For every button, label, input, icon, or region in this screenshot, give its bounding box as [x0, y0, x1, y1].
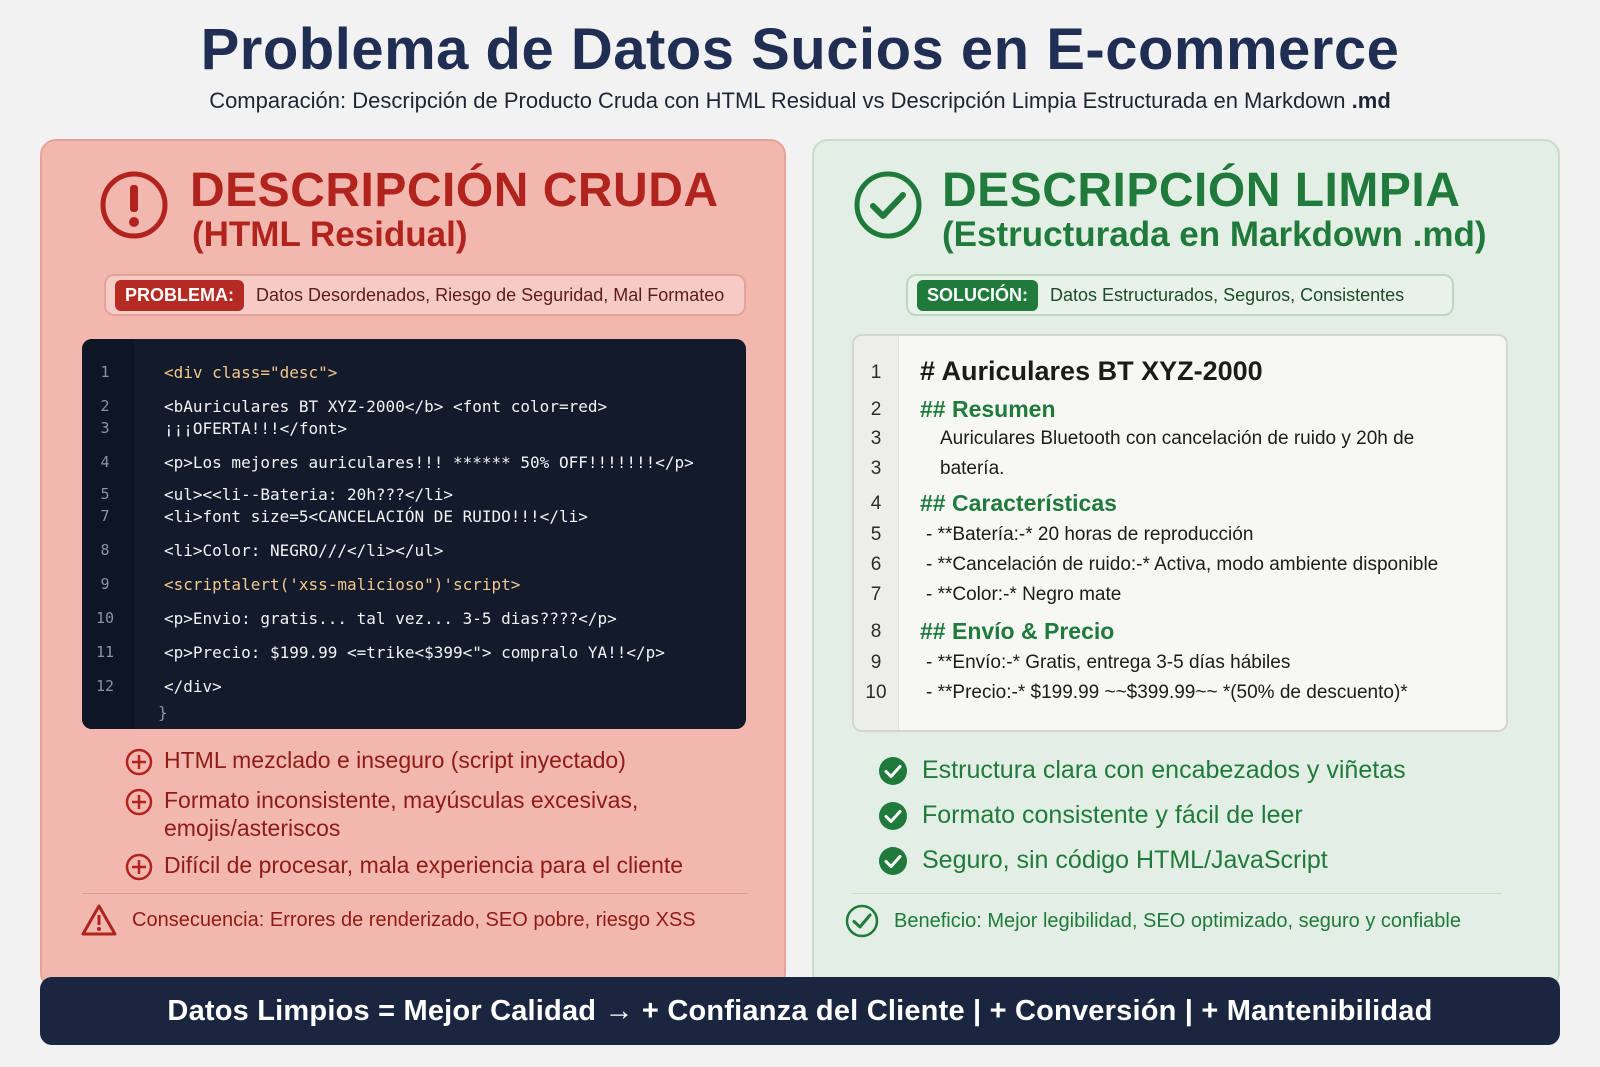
benefit-item — [878, 845, 1328, 876]
check-badge-icon — [878, 801, 908, 831]
line-number: 12 — [95, 677, 115, 695]
code-text: <ul><<li--Bateria: 20h???</li> — [164, 485, 453, 504]
code-text: <li>Color: NEGRO///</li></ul> — [164, 541, 444, 560]
line-number: 10 — [95, 609, 115, 627]
solution-tag-bar — [906, 274, 1454, 316]
code-line — [82, 541, 746, 565]
raw-html-code-block — [82, 339, 746, 729]
code-line — [82, 677, 746, 701]
line-number: 5 — [870, 524, 882, 545]
plus-circle-icon — [124, 747, 154, 777]
code-line — [82, 453, 746, 477]
check-circle-icon — [852, 169, 924, 241]
code-text: <scriptalert('xss-malicioso")'script> — [164, 575, 521, 594]
issue-item — [124, 746, 744, 777]
line-number: 11 — [95, 643, 115, 661]
markdown-text: Auriculares Bluetooth con cancelación de ruido y 20h de — [940, 428, 1415, 449]
code-text: ¡¡¡OFERTA!!!</font> — [164, 419, 348, 438]
code-text: <bAuriculares BT XYZ-2000</b> <font color=red> — [164, 397, 608, 416]
problem-badge: PROBLEMA: — [115, 280, 244, 311]
subtitle-text: Comparación: Descripción de Producto Cruda con HTML Residual vs Descripción Limpia Estructurada en Markdown — [209, 88, 1346, 113]
line-number: 1 — [870, 362, 882, 383]
page-title: Problema de Datos Sucios en E-commerce — [200, 17, 1400, 82]
right-divider — [852, 893, 1502, 894]
line-number: 6 — [870, 554, 882, 575]
benefit-note — [844, 903, 1461, 939]
line-number: 2 — [870, 399, 882, 420]
consequence-text: Consecuencia: Errores de renderizado, SEO pobre, riesgo XSS — [132, 908, 696, 931]
plus-circle-icon — [124, 852, 154, 882]
issue-item — [124, 851, 744, 882]
line-number: 4 — [100, 453, 110, 471]
line-number: 7 — [870, 584, 882, 605]
code-line — [82, 507, 746, 531]
code-line — [82, 419, 746, 443]
code-stray-char: } — [158, 703, 168, 722]
exclamation-circle-icon — [98, 169, 170, 241]
check-badge-icon — [878, 846, 908, 876]
line-number: 5 — [100, 485, 110, 503]
code-text: </div> — [164, 677, 222, 696]
code-text: <p>Precio: $199.99 <=trike<$399<"> compralo YA!!</p> — [164, 643, 665, 662]
line-number: 3 — [870, 428, 882, 449]
markdown-text: - **Color:-* Negro mate — [926, 584, 1122, 605]
code-text: <li>font size=5<CANCELACIÓN DE RUIDO!!!</li> — [164, 507, 588, 526]
solution-badge: SOLUCIÓN: — [917, 280, 1038, 311]
code-line — [82, 575, 746, 599]
page-subtitle — [0, 88, 1600, 114]
code-line — [82, 643, 746, 667]
clean-description-panel — [812, 139, 1560, 989]
code-text: <p>Los mejores auriculares!!! ****** 50% OFF!!!!!!!</p> — [164, 453, 694, 472]
code-line — [82, 397, 746, 421]
benefit-label: Formato consistente y fácil de leer — [922, 801, 1303, 829]
code-text: <div class="desc"> — [164, 363, 338, 382]
markdown-code-block — [852, 334, 1508, 732]
benefit-item — [878, 755, 1406, 786]
summary-banner: Datos Limpios = Mejor Calidad → + Confianza del Cliente | + Conversión | + Mantenibilidad — [40, 977, 1560, 1045]
clean-subheading: (Estructurada en Markdown .md) — [942, 215, 1487, 254]
line-number: 8 — [870, 621, 882, 642]
consequence-note — [80, 903, 696, 937]
problem-tag-bar — [104, 274, 746, 316]
line-number: 3 — [870, 458, 882, 479]
issue-label: Formato inconsistente, mayúsculas excesivas, emojis/asteriscos — [164, 787, 639, 841]
markdown-text: - **Batería:-* 20 horas de reproducción — [926, 524, 1254, 545]
benefit-item — [878, 800, 1303, 831]
plus-circle-icon — [124, 787, 154, 817]
markdown-text: ## Resumen — [920, 396, 1056, 422]
problem-text: Datos Desordenados, Riesgo de Seguridad, Mal Formateo — [256, 284, 725, 305]
line-number: 8 — [100, 541, 110, 559]
issue-label: HTML mezclado e inseguro (script inyectado) — [164, 747, 626, 773]
line-number: 9 — [100, 575, 110, 593]
line-number: 4 — [870, 493, 882, 514]
markdown-text: # Auriculares BT XYZ-2000 — [920, 356, 1263, 386]
raw-description-panel — [40, 139, 786, 989]
left-divider — [82, 893, 748, 894]
code-line — [82, 609, 746, 633]
markdown-text: ## Características — [920, 490, 1117, 516]
line-number: 7 — [100, 507, 110, 525]
code-line — [82, 485, 746, 509]
benefit-label: Estructura clara con encabezados y viñetas — [922, 756, 1406, 784]
line-number: 1 — [100, 363, 110, 381]
code-text: <p>Envio: gratis... tal vez... 3-5 dias????</p> — [164, 609, 617, 628]
issue-item — [124, 786, 644, 842]
check-circle-outline-icon — [844, 903, 880, 939]
solution-text: Datos Estructurados, Seguros, Consistentes — [1050, 284, 1405, 305]
check-badge-icon — [878, 756, 908, 786]
warning-triangle-icon — [80, 903, 118, 937]
issue-label: Difícil de procesar, mala experiencia para el cliente — [164, 852, 684, 878]
markdown-text: - **Precio:-* $199.99 ~~$399.99~~ *(50% de descuento)* — [926, 682, 1408, 703]
code-line — [82, 363, 746, 387]
line-number: 10 — [865, 682, 887, 703]
markdown-text: - **Cancelación de ruido:-* Activa, modo ambiente disponible — [926, 554, 1439, 575]
markdown-text: batería. — [940, 458, 1005, 479]
markdown-text: - **Envío:-* Gratis, entrega 3-5 días hábiles — [926, 652, 1291, 673]
raw-heading: DESCRIPCIÓN CRUDA — [190, 164, 719, 217]
benefit-label: Seguro, sin código HTML/JavaScript — [922, 846, 1328, 874]
line-number: 3 — [100, 419, 110, 437]
line-number: 9 — [870, 652, 882, 673]
markdown-text: ## Envío & Precio — [920, 618, 1115, 644]
subtitle-extension: .md — [1351, 88, 1391, 113]
raw-subheading: (HTML Residual) — [192, 215, 468, 254]
clean-heading: DESCRIPCIÓN LIMPIA — [942, 164, 1461, 217]
benefit-note-text: Beneficio: Mejor legibilidad, SEO optimizado, seguro y confiable — [894, 909, 1461, 932]
line-number: 2 — [100, 397, 110, 415]
